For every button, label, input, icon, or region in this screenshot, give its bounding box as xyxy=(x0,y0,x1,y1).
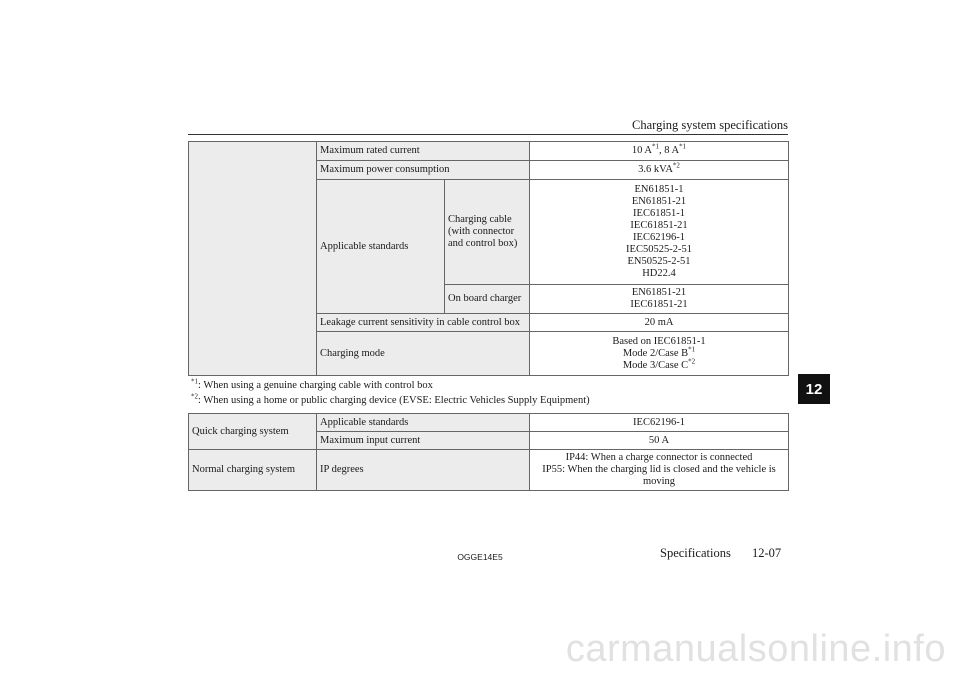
table-row xyxy=(189,142,789,161)
quick-input-label: Maximum input current xyxy=(317,432,530,450)
charging-mode-label: Charging mode xyxy=(317,332,530,376)
charging-cable-standards: EN61851-1 EN61851-21 IEC61851-1 IEC61851-21 IEC62196-1 IEC50525-2-51 EN50525-2-51 HD22.4 xyxy=(530,180,789,285)
page-header-title: Charging system specifications xyxy=(632,118,788,132)
ip-degrees-label: IP degrees xyxy=(317,450,530,491)
charging-spec-table xyxy=(188,141,789,376)
charging-system-table xyxy=(188,413,789,491)
header-divider xyxy=(188,134,788,135)
blank-cell xyxy=(189,142,317,376)
page-number: 12-07 xyxy=(752,546,782,560)
on-board-charger-label: On board charger xyxy=(445,285,530,314)
footnote-1: $^{*1}$: When using a genuine charging cable with control box xyxy=(191,377,433,391)
charging-cable-label: Charging cable (with connector and control box) xyxy=(445,180,530,285)
leakage-value: 20 mA xyxy=(530,314,789,332)
on-board-charger-standards: EN61851-21 IEC61851-21 xyxy=(530,285,789,314)
max-rated-current-value: 10 $A^{*1}$, 8 $A^{*1}$ xyxy=(530,142,789,161)
footnote-2: $^{*2}$: When using a home or public charging device (EVSE: Electric Vehicles Supply Equipment) xyxy=(191,392,590,406)
quick-standards-value: IEC62196-1 xyxy=(530,414,789,432)
applicable-standards-label: Applicable standards xyxy=(317,180,445,314)
max-power-label: Maximum power consumption xyxy=(317,161,530,180)
table-row xyxy=(189,450,789,491)
footnotes xyxy=(191,378,786,408)
watermark: carmanualsonline.info xyxy=(565,628,946,670)
footer-section-title: Specifications xyxy=(660,546,731,560)
ip-degrees-value: IP44: When a charge connector is connected IP55: When the charging lid is closed and the vehicle is moving xyxy=(530,450,789,491)
charging-mode-value: Based on IEC61851-1 Mode 2/Case $B^{*1}$ Mode 3/Case $C^{*2}$ xyxy=(530,332,789,376)
quick-standards-label: Applicable standards xyxy=(317,414,530,432)
chapter-tab: 12 xyxy=(798,374,830,404)
max-rated-current-label: Maximum rated current xyxy=(317,142,530,161)
document-code: OGGE14E5 xyxy=(457,552,503,562)
normal-charging-label: Normal charging system xyxy=(189,450,317,491)
max-power-value: 3.6 kVA$^{*2}$ xyxy=(530,161,789,180)
leakage-label: Leakage current sensitivity in cable control box xyxy=(317,314,530,332)
quick-input-value: 50 A xyxy=(530,432,789,450)
quick-charging-label: Quick charging system xyxy=(189,414,317,450)
table-row xyxy=(189,414,789,432)
